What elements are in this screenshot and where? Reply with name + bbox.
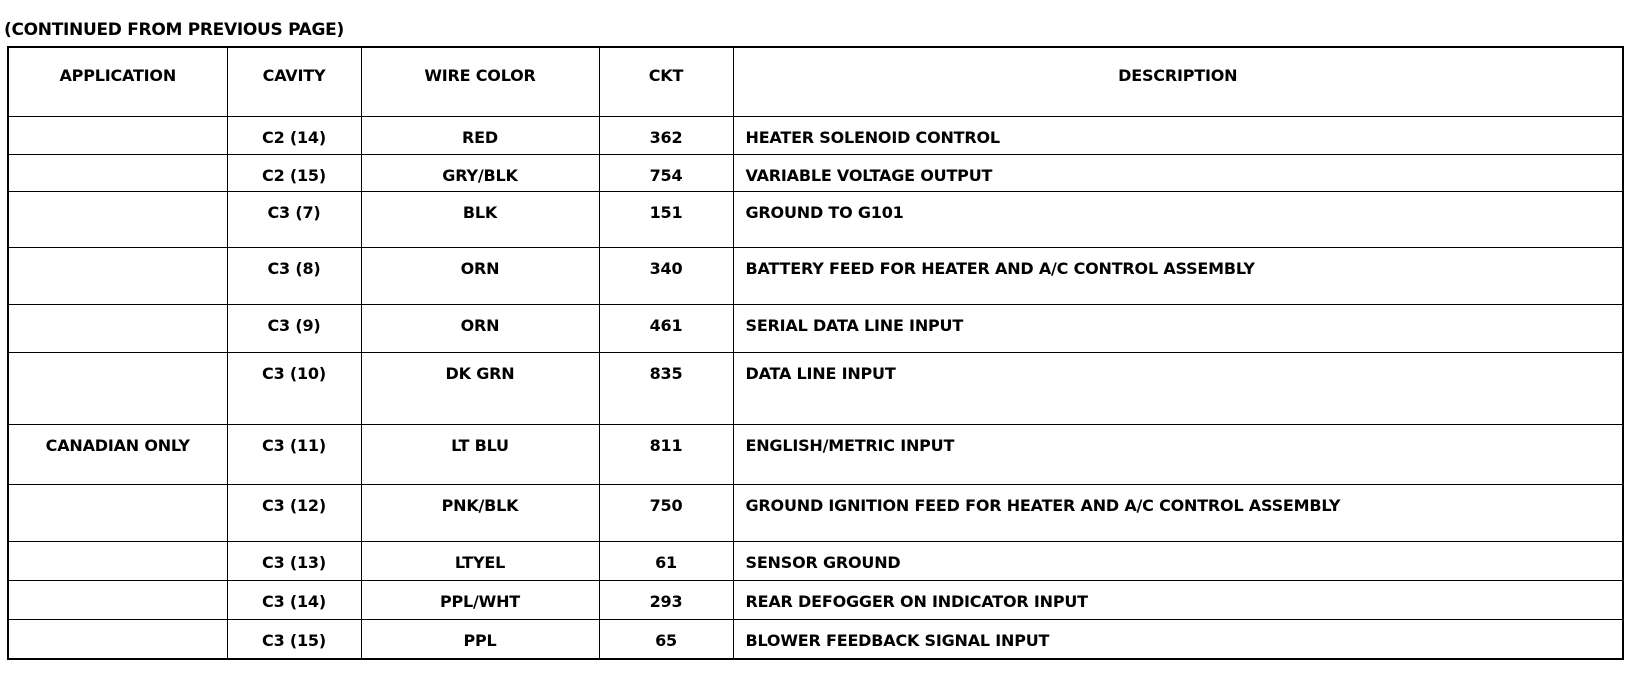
- cell-cavity: C2 (14): [227, 116, 361, 154]
- cell-cavity: C3 (14): [227, 580, 361, 619]
- cell-ckt: 750: [599, 484, 733, 541]
- cell-application: [8, 154, 227, 191]
- table-row: [8, 304, 1623, 352]
- table-row: [8, 424, 1623, 484]
- cell-wire-color: PNK/BLK: [361, 484, 599, 541]
- cell-application: [8, 619, 227, 659]
- cell-wire-color: PPL/WHT: [361, 580, 599, 619]
- cell-application: [8, 580, 227, 619]
- cell-wire-color: LTYEL: [361, 541, 599, 580]
- cell-wire-color: ORN: [361, 247, 599, 304]
- cell-application: [8, 541, 227, 580]
- cell-description: BLOWER FEEDBACK SIGNAL INPUT: [733, 619, 1623, 659]
- cell-wire-color: DK GRN: [361, 352, 599, 424]
- cell-description: GROUND TO G101: [733, 191, 1623, 247]
- table-row: [8, 541, 1623, 580]
- cell-application: CANADIAN ONLY: [8, 424, 227, 484]
- cell-cavity: C3 (9): [227, 304, 361, 352]
- cell-ckt: 61: [599, 541, 733, 580]
- cell-ckt: 754: [599, 154, 733, 191]
- cell-description: SENSOR GROUND: [733, 541, 1623, 580]
- cell-application: [8, 352, 227, 424]
- cell-cavity: C2 (15): [227, 154, 361, 191]
- cell-description: SERIAL DATA LINE INPUT: [733, 304, 1623, 352]
- cell-wire-color: ORN: [361, 304, 599, 352]
- header-application: APPLICATION: [8, 47, 227, 116]
- table-row: [8, 116, 1623, 154]
- cell-cavity: C3 (12): [227, 484, 361, 541]
- header-wire-color: WIRE COLOR: [361, 47, 599, 116]
- table-row: [8, 619, 1623, 659]
- continued-heading: (CONTINUED FROM PREVIOUS PAGE): [4, 20, 344, 40]
- cell-description: VARIABLE VOLTAGE OUTPUT: [733, 154, 1623, 191]
- cell-application: [8, 191, 227, 247]
- cell-description: HEATER SOLENOID CONTROL: [733, 116, 1623, 154]
- table-header-row: [8, 47, 1623, 116]
- cell-ckt: 293: [599, 580, 733, 619]
- table-row: [8, 247, 1623, 304]
- cell-application: [8, 116, 227, 154]
- cell-wire-color: RED: [361, 116, 599, 154]
- cell-ckt: 340: [599, 247, 733, 304]
- cell-ckt: 835: [599, 352, 733, 424]
- cell-wire-color: PPL: [361, 619, 599, 659]
- cell-ckt: 461: [599, 304, 733, 352]
- cell-cavity: C3 (10): [227, 352, 361, 424]
- cell-ckt: 65: [599, 619, 733, 659]
- cell-cavity: C3 (8): [227, 247, 361, 304]
- cell-cavity: C3 (11): [227, 424, 361, 484]
- table-row: [8, 484, 1623, 541]
- cell-ckt: 151: [599, 191, 733, 247]
- header-ckt: CKT: [599, 47, 733, 116]
- cell-cavity: C3 (13): [227, 541, 361, 580]
- cell-description: ENGLISH/METRIC INPUT: [733, 424, 1623, 484]
- cell-description: BATTERY FEED FOR HEATER AND A/C CONTROL ASSEMBLY: [733, 247, 1623, 304]
- header-description: DESCRIPTION: [733, 47, 1623, 116]
- cell-description: REAR DEFOGGER ON INDICATOR INPUT: [733, 580, 1623, 619]
- cell-application: [8, 484, 227, 541]
- cell-description: GROUND IGNITION FEED FOR HEATER AND A/C CONTROL ASSEMBLY: [733, 484, 1623, 541]
- table-row: [8, 154, 1623, 191]
- cell-application: [8, 304, 227, 352]
- table-row: [8, 191, 1623, 247]
- header-cavity: CAVITY: [227, 47, 361, 116]
- cell-cavity: C3 (7): [227, 191, 361, 247]
- cell-wire-color: GRY/BLK: [361, 154, 599, 191]
- cell-wire-color: BLK: [361, 191, 599, 247]
- connector-pinout-table: [7, 46, 1624, 660]
- cell-description: DATA LINE INPUT: [733, 352, 1623, 424]
- table-row: [8, 352, 1623, 424]
- cell-cavity: C3 (15): [227, 619, 361, 659]
- cell-ckt: 362: [599, 116, 733, 154]
- table-row: [8, 580, 1623, 619]
- cell-ckt: 811: [599, 424, 733, 484]
- cell-wire-color: LT BLU: [361, 424, 599, 484]
- cell-application: [8, 247, 227, 304]
